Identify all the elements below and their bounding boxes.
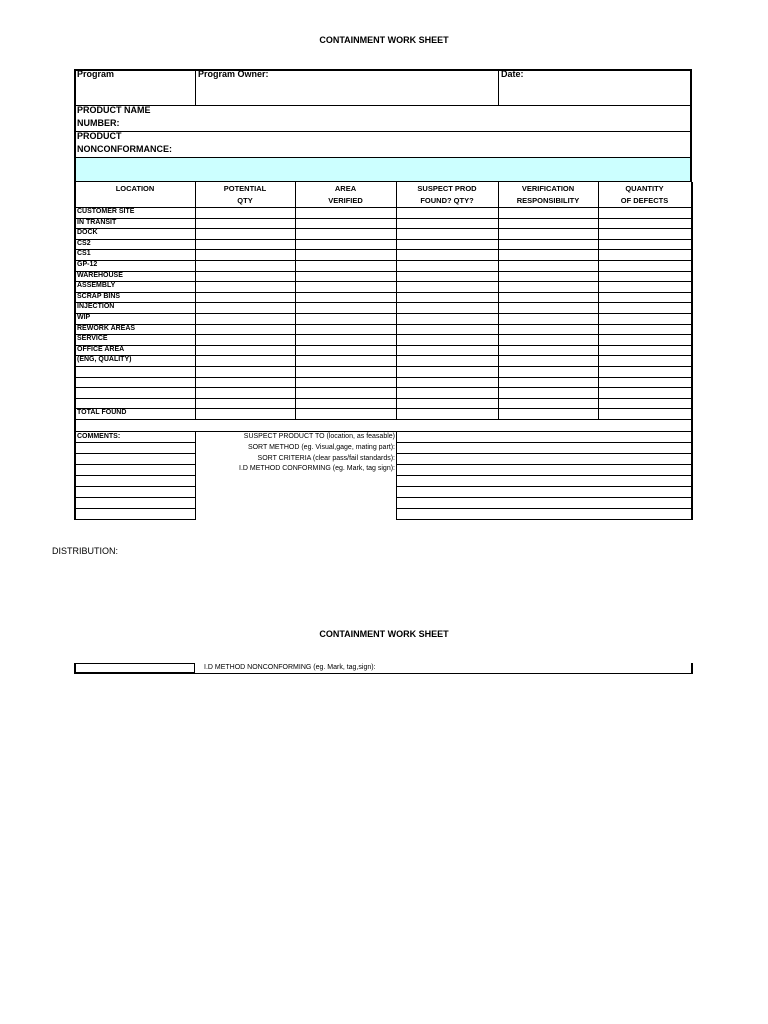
product-name-label: PRODUCT NAME NUMBER: (77, 105, 151, 128)
column-location: LOCATION (115, 184, 155, 193)
note-sort-method: SORT METHOD (eg. Visual,gage, mating part): (247, 444, 395, 451)
comment-line (75, 475, 195, 476)
comment-line (75, 453, 195, 454)
comment-line (75, 508, 195, 509)
row-location-label: INJECTION (77, 303, 115, 311)
note-line (396, 497, 692, 498)
comment-line (75, 442, 195, 443)
program-field[interactable] (76, 82, 194, 104)
note-id-method-nonconforming: I.D METHOD NONCONFORMING (eg. Mark, tag,sign): (204, 664, 376, 671)
row-location-label: CS2 (77, 239, 91, 247)
program-owner-label: Program Owner: (198, 69, 269, 79)
column-divider (598, 182, 599, 419)
note-sort-criteria: SORT CRITERIA (clear pass/fail standards): (257, 455, 395, 462)
row-location-label: SCRAP BINS (77, 292, 121, 300)
note-suspect-product: SUSPECT PRODUCT TO (location, as feasable) (243, 433, 395, 440)
note-line (396, 519, 692, 520)
note-line (396, 453, 692, 454)
column-suspect-prod: SUSPECT PROD FOUND? QTY? (417, 184, 477, 205)
row-location-label: CS1 (77, 250, 91, 258)
distribution-label: DISTRIBUTION: (52, 546, 119, 556)
page2-title: CONTAINMENT WORK SHEET (319, 629, 449, 639)
note-id-method-conforming: I.D METHOD CONFORMING (eg. Mark, tag sign): (239, 465, 395, 472)
row-location-label: TOTAL FOUND (77, 409, 127, 417)
comments-divider (195, 431, 196, 520)
row-location-label: ASSEMBLY (77, 282, 116, 290)
row-location-label: GP-12 (77, 261, 98, 268)
note-line (396, 464, 692, 465)
row-location-label: IN TRANSIT (77, 218, 117, 226)
note-line (396, 475, 692, 476)
column-verification-responsibility: VERIFICATION RESPONSIBILITY (516, 184, 580, 205)
row-location-label: (ENG, QUALITY) (77, 356, 132, 364)
page2-row (74, 663, 692, 674)
comment-line (75, 464, 195, 465)
row-location-label: OFFICE AREA (77, 345, 125, 353)
nonconformance-label: PRODUCT NONCONFORMANCE: (77, 131, 172, 154)
highlight-band[interactable] (76, 158, 690, 181)
row-location-label: SERVICE (77, 335, 108, 343)
comment-line (75, 519, 195, 520)
date-label: Date: (501, 69, 524, 79)
column-potential-qty: POTENTIAL QTY (223, 184, 267, 205)
row-line (75, 419, 691, 420)
row-location-label: CUSTOMER SITE (77, 208, 135, 215)
page2-left-cell[interactable] (74, 663, 195, 673)
row-location-label: WIP (77, 314, 91, 321)
program-label: Program (77, 69, 115, 79)
column-quantity-of-defects: QUANTITY OF DEFECTS (620, 184, 669, 205)
comments-label: COMMENTS: (77, 433, 121, 440)
column-divider (195, 182, 196, 419)
column-divider (396, 182, 397, 419)
date-field[interactable] (500, 82, 690, 104)
note-line (396, 442, 692, 443)
column-divider (295, 182, 296, 419)
note-line (396, 486, 692, 487)
row-location-label: DOCK (77, 229, 98, 237)
column-area-verified: AREA VERIFIED (328, 184, 363, 205)
page-title: CONTAINMENT WORK SHEET (319, 35, 449, 45)
row-location-label: WAREHOUSE (77, 271, 123, 279)
column-divider (498, 182, 499, 419)
note-line (396, 508, 692, 509)
program-owner-field[interactable] (197, 82, 497, 104)
row-location-label: REWORK AREAS (77, 324, 136, 332)
comment-line (75, 486, 195, 487)
comment-line (75, 497, 195, 498)
notes-divider (396, 431, 397, 520)
